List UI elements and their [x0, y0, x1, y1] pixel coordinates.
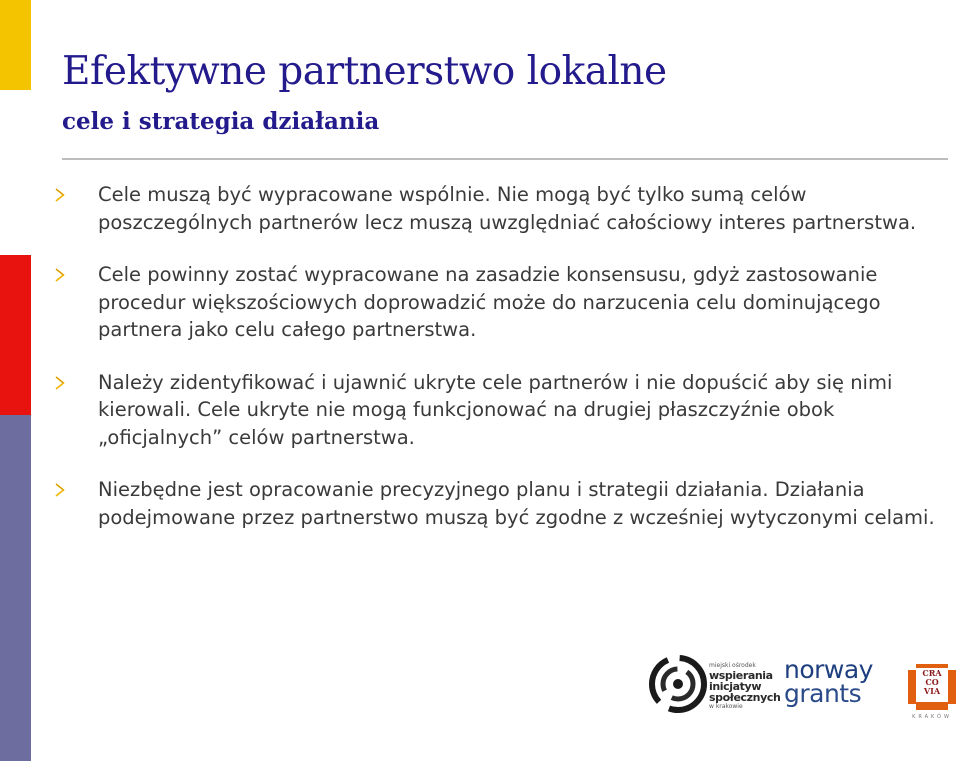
arrow-bullet-icon — [55, 483, 65, 497]
cracovia-logo — [906, 662, 958, 722]
title-divider — [62, 158, 948, 160]
arrow-bullet-icon — [55, 188, 65, 202]
bullet-list — [98, 181, 948, 556]
norway-grants-line1: norway — [784, 655, 873, 684]
mcwis-wordmark: miejski ośrodek wspierania inicjatyw społecznych w krakowie — [709, 662, 781, 710]
arrow-bullet-icon — [55, 376, 65, 390]
bullet-text: Cele muszą być wypracowane wspólnie. Nie mogą być tylko sumą celów poszczególnych partnerów lecz muszą uwzględniać całościowy interes partnerstwa. — [98, 183, 917, 234]
bullet-item — [98, 476, 948, 531]
partner-logos — [648, 650, 960, 720]
side-color-bar — [0, 0, 31, 761]
bullet-item — [98, 261, 948, 344]
cracovia-sub-label: KRAKÓW — [912, 714, 952, 720]
bullet-item — [98, 369, 948, 452]
bullet-text: Cele powinny zostać wypracowane na zasadzie konsensusu, gdyż zastosowanie procedur większościowych doprowadzić może do narzucenia celu dominującego partnera jako celu całego partnerstwa. — [98, 263, 881, 341]
arrow-bullet-icon — [55, 268, 65, 282]
bullet-item — [98, 181, 948, 236]
slide-title: Efektywne partnerstwo lokalne — [62, 49, 667, 94]
side-bar-blue-segment — [0, 415, 31, 761]
norway-grants-logo — [784, 655, 884, 708]
bullet-text: Niezbędne jest opracowanie precyzyjnego planu i strategii działania. Działania podejmowane przez partnerstwo muszą być zgodne z wcześniej wytyczonymi celami. — [98, 478, 935, 529]
side-bar-red-segment — [0, 255, 31, 415]
side-bar-yellow-segment — [0, 0, 31, 90]
bullet-text: Należy zidentyfikować i ujawnić ukryte cele partnerów i nie dopuścić aby się nimi kierowali. Cele ukryte nie mogą funkcjonować na drugiej płaszczyźnie obok „oficjalnych” celów partnerstwa. — [98, 370, 893, 449]
cracovia-label: CRA CO VIA — [922, 668, 942, 696]
mcwis-circle-icon — [648, 650, 708, 718]
slide-subtitle: cele i strategia działania — [62, 108, 380, 135]
norway-grants-line2: grants — [784, 679, 862, 708]
mcwis-logo — [648, 650, 781, 718]
